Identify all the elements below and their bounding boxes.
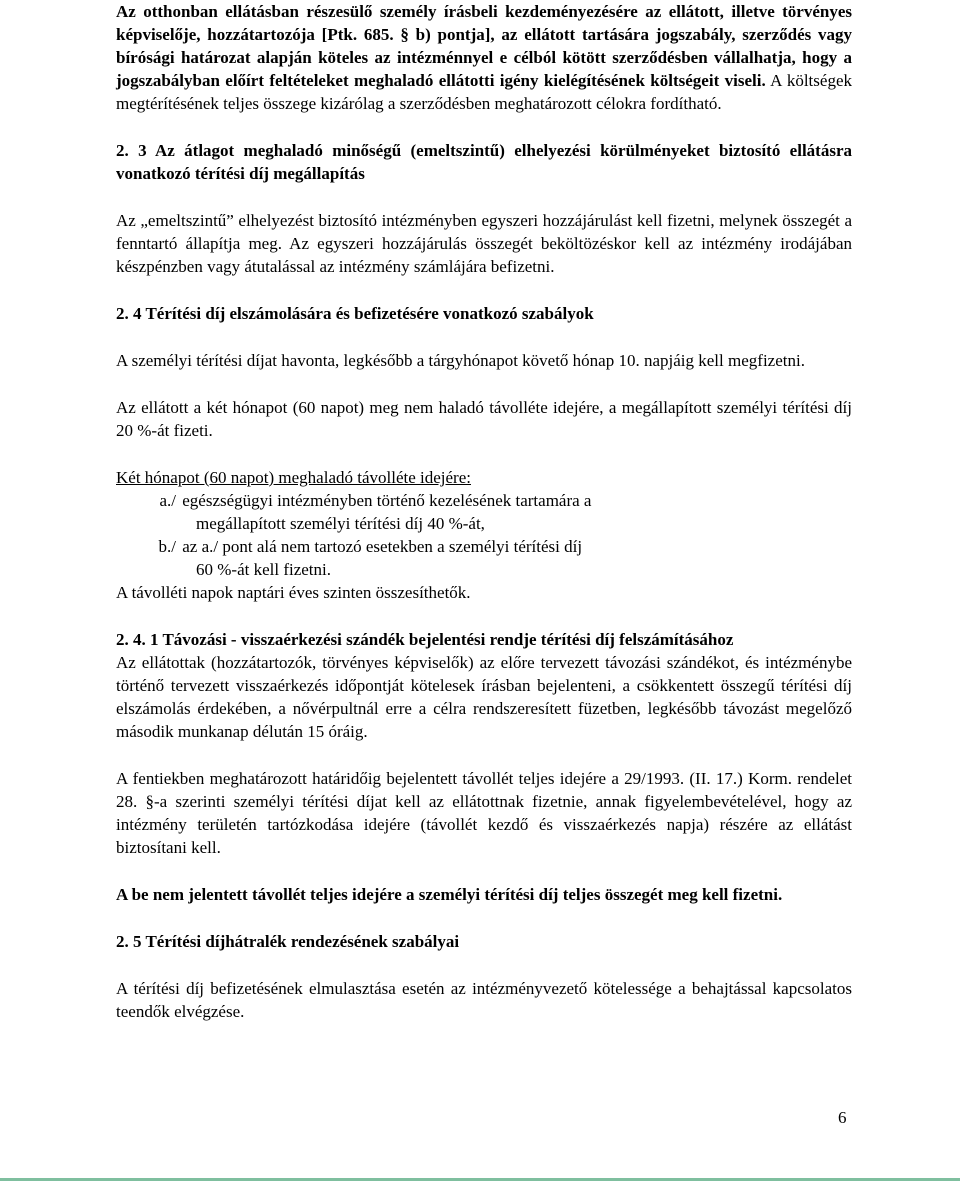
list-marker: a./ [159, 491, 176, 510]
list-item-continuation: megállapított személyi térítési díj 40 %-át, [196, 514, 485, 533]
list-item [116, 489, 852, 535]
heading-2-4-1: 2. 4. 1 Távozási - visszaérkezési szándék bejelentési rendje térítési díj felszámításához [116, 630, 734, 649]
paragraph-reported-absence: A fentiekben meghatározott határidőig bejelentett távollét teljes idejére a 29/1993. (II. 17.) Korm. rendelet 28. §-a szerinti személyi térítési díjat kell az ellátottnak fizetnie, annak figyelembevételével, hogy az intézmény területén tartózkodása idejére (távollét kezdő és visszaérkezés napja) részére az ellátást biztosítani kell. [116, 769, 852, 857]
document-page [116, 0, 852, 1023]
long-absence-section [116, 466, 852, 604]
paragraph-monthly-payment: A személyi térítési díjat havonta, legkésőbb a tárgyhónapot követő hónap 10. napjáig kell megfizetni. [116, 351, 805, 370]
heading-2-5: 2. 5 Térítési díjhátralék rendezésének szabályai [116, 932, 460, 951]
paragraph-unreported-absence: A be nem jelentett távollét teljes idejére a személyi térítési díj teljes összegét meg kell fizetni. [116, 885, 783, 904]
heading-2-4: 2. 4 Térítési díj elszámolására és befizetésére vonatkozó szabályok [116, 304, 594, 323]
list-item-continuation: 60 %-át kell fizetni. [196, 560, 332, 579]
list-item [116, 535, 852, 581]
page-number: 6 [838, 1108, 847, 1127]
paragraph-supplementary-services [116, 0, 852, 115]
paragraph-short-absence: Az ellátott a két hónapot (60 napot) meg nem haladó távolléte idejére, a megállapított személyi térítési díj 20 %-át fizeti. [116, 398, 852, 440]
bold-text: Az otthonban ellátásban részesülő személy írásbeli kezdeményezésére az ellátott, illetve törvényes képviselője, hozzátartozója [Ptk. 685. § b) pontja], az ellátott tartására jogszabály, szerződés vagy bírósági határozat alapján köteles az intézménnyel e célból kötött szerződésben vállalhatja, hogy a jogszabályban előírt feltételeket meghaladó ellátotti igény kielégítésének költségeit viseli. [116, 2, 852, 90]
paragraph-one-time-contribution: Az „emeltszintű” elhelyezést biztosító intézményben egyszeri hozzájárulást kell fizetni, melynek összegét a fenntartó állapítja meg. Az egyszeri hozzájárulás összegét beköltözéskor kell az intézmény irodájában készpénzben vagy átutalással az intézmény számlájára befizetni. [116, 211, 852, 276]
normal-text: A költségek megtérítésének teljes összege kizárólag a szerződésben meghatározott célokra fordítható. [116, 71, 852, 113]
paragraph-notification: Az ellátottak (hozzátartozók, törvényes képviselők) az előre tervezett távozási szándékot, és intézménybe történő tervezett visszaérkezés időpontját kötelesek írásban bejelenteni, a csökkentett összegű térítési díj elszámolás érdekében, a nővérpultnál erre a célra rendszeresített füzetben, legkésőbb távozást megelőző második munkanap délután 15 óráig. [116, 653, 852, 741]
long-absence-heading: Két hónapot (60 napot) meghaladó távolléte idejére: [116, 468, 471, 487]
heading-2-3: 2. 3 Az átlagot meghaladó minőségű (emeltszintű) elhelyezési körülményeket biztosító ellátásra vonatkozó térítési díj megállapítás [116, 141, 852, 183]
list-item-line: egészségügyi intézményben történő kezelésének tartamára a [182, 491, 592, 510]
list-item-line: az a./ pont alá nem tartozó esetekben a személyi térítési díj [182, 537, 583, 556]
list-marker: b./ [158, 537, 176, 556]
absence-summary: A távolléti napok naptári éves szinten összesíthetők. [116, 583, 471, 602]
paragraph-arrears: A térítési díj befizetésének elmulasztása esetén az intézményvezető kötelessége a behajtással kapcsolatos teendők elvégzése. [116, 979, 852, 1021]
